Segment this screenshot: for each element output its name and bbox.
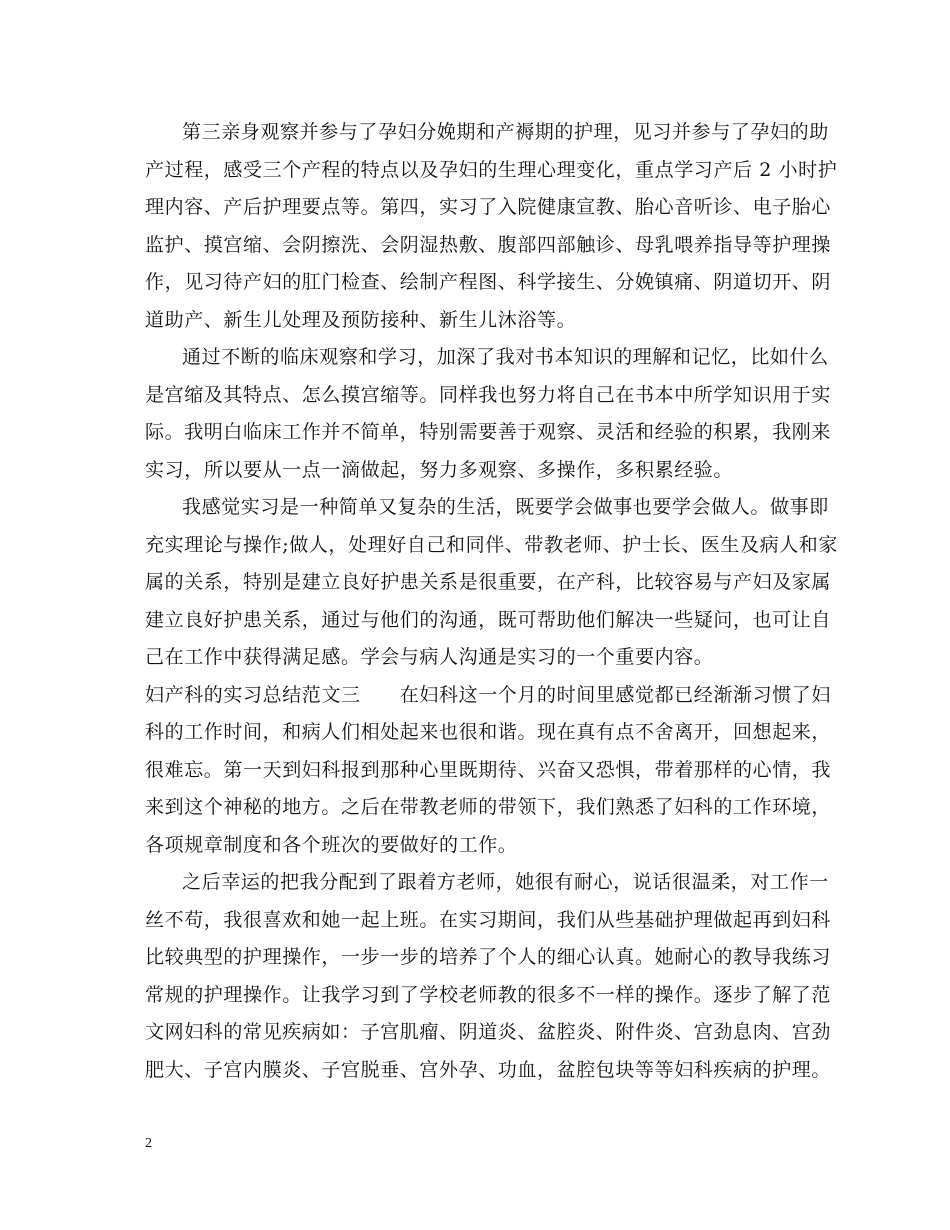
text-line: 建立良好护患关系，通过与他们的沟通，既可帮助他们解决一些疑问，也可让自 (145, 608, 832, 631)
text-line: 产过程，感受三个产程的特点以及孕妇的生理心理变化，重点学习产后 2 小时护 (145, 158, 838, 181)
text-line: 第三亲身观察并参与了孕妇分娩期和产褥期的护理，见习并参与了孕妇的助 (182, 121, 829, 143)
document-page (145, 114, 839, 1089)
text-line: 充实理论与操作;做人，处理好自己和同伴、带教老师、护士长、医生及病人和家 (145, 533, 839, 556)
text-line: 是宫缩及其特点、怎么摸宫缩等。同样我也努力将自己在书本中所学知识用于实 (145, 383, 832, 406)
text-line: 比较典型的护理操作，一步一步的培养了个人的细心认真。她耐心的教导我练习 (145, 946, 832, 968)
page-number: 2 (145, 1136, 152, 1151)
text-line: 来到这个神秘的地方。之后在带教老师的带领下，我们熟悉了妇科的工作环境， (145, 796, 832, 818)
text-line: 肥大、子宫内膜炎、子宫脱垂、宫外孕、功血，盆腔包块等等妇科疾病的护理。 (145, 1058, 832, 1081)
text-line: 常规的护理操作。让我学习到了学校老师教的很多不一样的操作。逐步了解了范 (145, 983, 832, 1006)
text-line: 丝不苟，我很喜欢和她一起上班。在实习期间，我们从些基础护理做起再到妇科 (145, 908, 832, 931)
text-line: 道助产、新生儿处理及预防接种、新生儿沐浴等。 (145, 308, 577, 331)
text-line: 属的关系，特别是建立良好护患关系是很重要，在产科，比较容易与产妇及家属 (145, 571, 832, 593)
text-line: 很难忘。第一天到妇科报到那种心里既期待、兴奋又恐惧，带着那样的心情，我 (145, 758, 832, 781)
text-line: 之后幸运的把我分配到了跟着方老师，她很有耐心，说话很温柔，对工作一 (182, 871, 829, 893)
text-line: 文网妇科的常见疾病如：子宫肌瘤、阴道炎、盆腔炎、附件炎、宫劲息肉、宫劲 (145, 1021, 832, 1043)
text-line: 我感觉实习是一种简单又复杂的生活，既要学会做事也要学会做人。做事即 (182, 496, 829, 518)
text-line: 监护、摸宫缩、会阴擦洗、会阴湿热敷、腹部四部触诊、母乳喂养指导等护理操 (145, 233, 832, 256)
text-line: 理内容、产后护理要点等。第四，实习了入院健康宣教、胎心音听诊、电子胎心 (145, 196, 832, 218)
text-line: 实习，所以要从一点一滴做起，努力多观察、多操作，多积累经验。 (145, 458, 734, 481)
text-line: 作，见习待产妇的肛门检查、绘制产程图、科学接生、分娩镇痛、阴道切开、阴 (145, 271, 832, 293)
section-heading-line: 妇产科的实习总结范文三 在妇科这一个月的时间里感觉都已经渐渐习惯了妇 (145, 683, 832, 706)
text-line: 科的工作时间，和病人们相处起来也很和谐。现在真有点不舍离开，回想起来， (145, 721, 832, 743)
text-line: 通过不断的临床观察和学习，加深了我对书本知识的理解和记忆，比如什么 (182, 346, 829, 368)
text-line: 际。我明白临床工作并不简单，特别需要善于观察、灵活和经验的积累，我刚来 (145, 421, 832, 443)
text-line: 各项规章制度和各个班次的要做好的工作。 (145, 833, 518, 856)
text-line: 己在工作中获得满足感。学会与病人沟通是实习的一个重要内容。 (145, 646, 714, 668)
